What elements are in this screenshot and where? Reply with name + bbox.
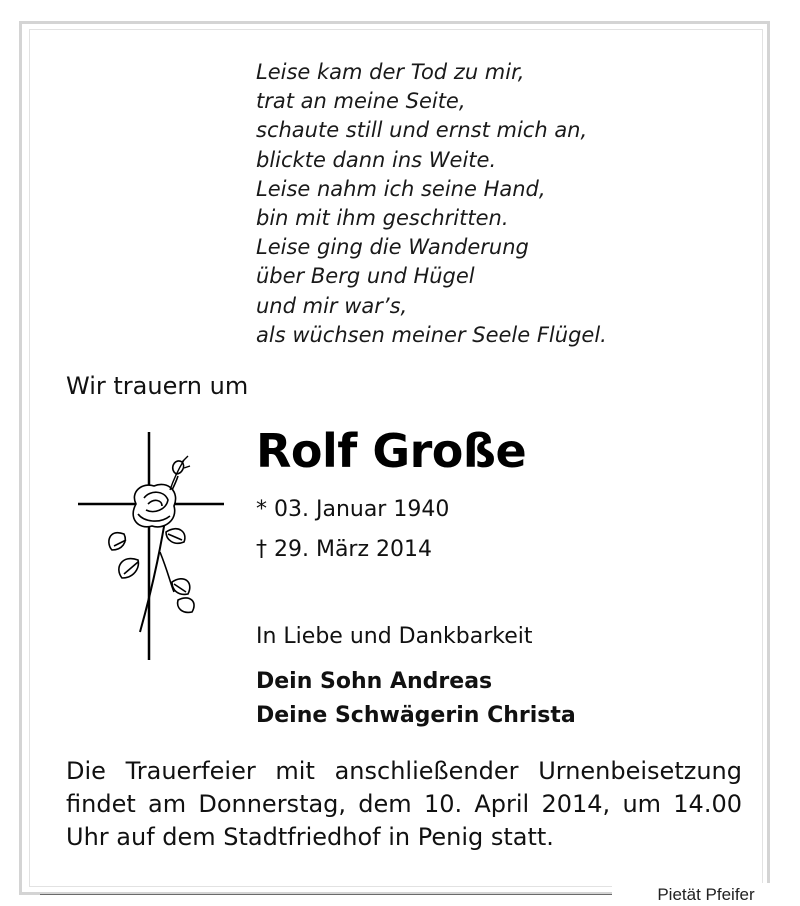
deceased-name: Rolf Große bbox=[256, 424, 527, 478]
death-date: † 29. März 2014 bbox=[256, 537, 433, 562]
funeral-line: Uhr auf dem Stadtfriedhof in Penig statt. bbox=[66, 823, 554, 851]
undertaker-name: Pietät Pfeifer bbox=[612, 883, 800, 906]
closing-phrase: In Liebe und Dankbarkeit bbox=[256, 624, 533, 649]
poem-line: Leise kam der Tod zu mir, bbox=[256, 60, 525, 84]
signer: Dein Sohn Andreas bbox=[256, 669, 493, 694]
signers bbox=[256, 665, 576, 733]
poem-line: bin mit ihm geschritten. bbox=[256, 206, 509, 231]
poem-line: als wüchsen meiner Seele Flügel. bbox=[256, 322, 607, 347]
signer: Deine Schwägerin Christa bbox=[256, 703, 576, 728]
intro-text: Wir trauern um bbox=[66, 372, 249, 400]
funeral-info bbox=[66, 755, 742, 854]
poem-line: Leise ging die Wanderung bbox=[256, 235, 529, 260]
funeral-line: Die Trauerfeier mit anschließender Urnenbeisetzung bbox=[66, 757, 742, 785]
birth-date: * 03. Januar 1940 bbox=[256, 497, 450, 522]
footer-rule bbox=[40, 894, 620, 895]
poem-line: trat an meine Seite, bbox=[256, 89, 466, 114]
poem-line: über Berg und Hügel bbox=[256, 264, 475, 289]
poem-line: Leise nahm ich seine Hand, bbox=[256, 176, 546, 201]
poem-line: blickte dann ins Weite. bbox=[256, 147, 497, 172]
poem bbox=[256, 58, 607, 350]
cross-with-rose-icon bbox=[78, 432, 228, 662]
poem-line: und mir war’s, bbox=[256, 293, 408, 318]
funeral-line: findet am Donnerstag, dem 10. April 2014, um 14.00 bbox=[66, 790, 742, 818]
poem-line: schaute still und ernst mich an, bbox=[256, 118, 588, 143]
